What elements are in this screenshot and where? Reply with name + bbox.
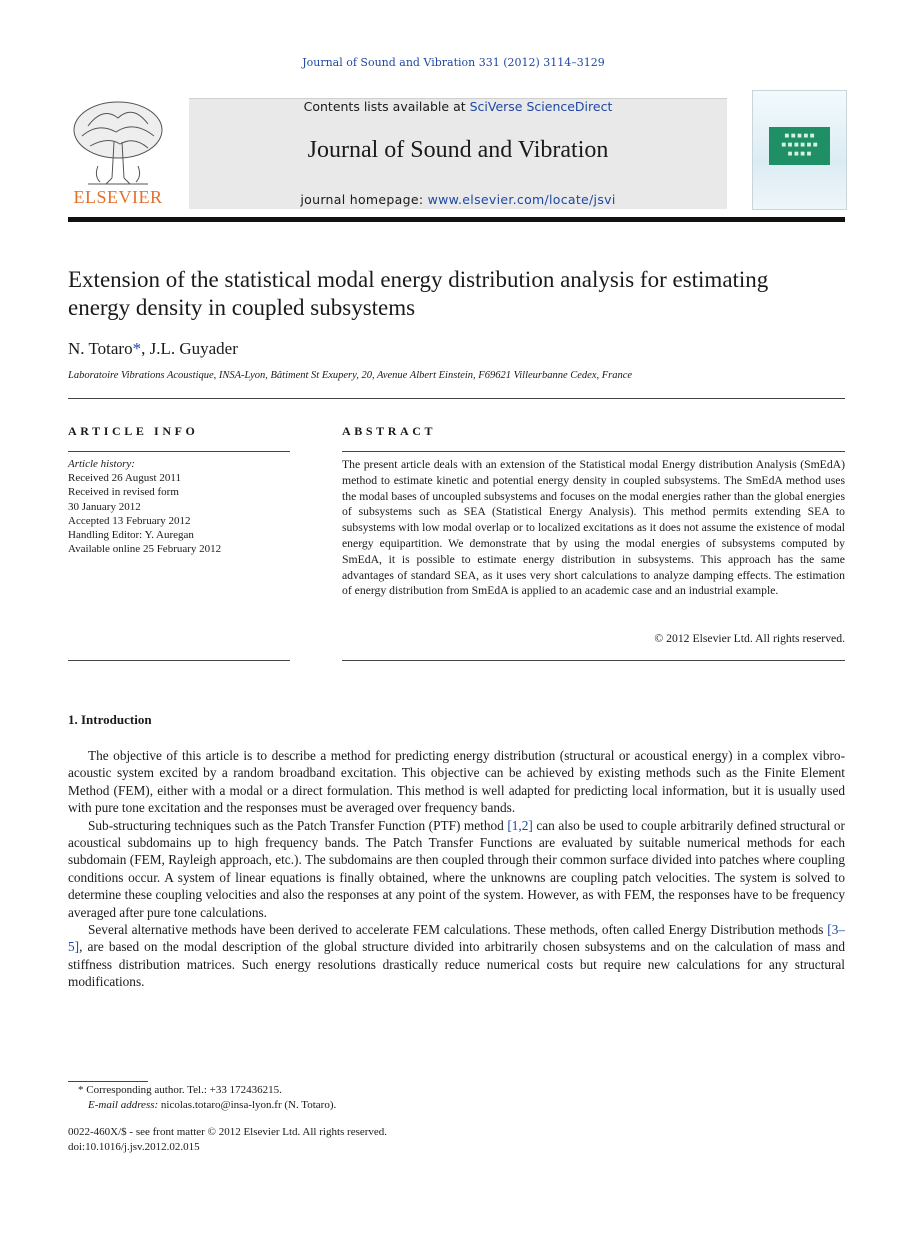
journal-title: Journal of Sound and Vibration [307, 137, 609, 163]
body-text [68, 747, 845, 991]
author-name: N. Totaro [68, 339, 133, 358]
contents-prefix: Contents lists available at [303, 99, 470, 114]
homepage-prefix: journal homepage: [300, 192, 428, 207]
history-item: 30 January 2012 [68, 500, 141, 513]
footnotes [68, 1083, 568, 1113]
history-item: Available online 25 February 2012 [68, 543, 222, 556]
paragraph-text: Sub-structuring techniques such as the Patch Transfer Function (PTF) method [88, 817, 508, 833]
authors [68, 339, 238, 359]
history-item: Handling Editor: Y. Auregan [68, 529, 194, 542]
article-title: Extension of the statistical modal energy distribution analysis for estimating energy density in coupled subsystems [68, 267, 769, 320]
homepage-link[interactable]: www.elsevier.com/locate/jsvi [427, 192, 616, 207]
corresponding-author-mark[interactable]: * [132, 339, 142, 358]
divider [68, 451, 290, 452]
author-separator: , [141, 339, 150, 358]
history-item: Accepted 13 February 2012 [68, 514, 191, 527]
page-footer [68, 1125, 568, 1155]
publisher-wordmark: ELSEVIER [73, 187, 163, 207]
history-item: Received in revised form [68, 486, 179, 499]
divider [68, 660, 290, 661]
journal-cover-thumbnail[interactable] [752, 90, 847, 210]
homepage-line [189, 192, 727, 207]
abstract-text: The present article deals with an extension of the Statistical modal Energy distribution Analysis (SmEdA) method to estimate kinetic and potential energy density in coupled subsystems. The SmEdA method uses the modal bases of uncoupled subsystems and focuses on the modal energies rather than the global energies of subsystems such as SEA (Statistical Energy Analysis). This method permits extending SEA to subsystems with low modal overlap or to localized excitations as it does not assume the existence of modal energy equipartition. We demonstrate that by using the modal energies of subsystems computed by SmEdA, it is possible to estimate energy distribution in subsystems. This approach has the same advantages of standard SEA, as it uses very short calculations to analyze damping effects. The estimation of energy distribution from SmEdA is applied to an academic case and an industrial example. [342, 458, 845, 598]
article-history [68, 457, 290, 556]
header-rule [68, 217, 845, 222]
paragraph [68, 817, 845, 921]
divider [68, 398, 845, 399]
paragraph-text: Several alternative methods have been derived to accelerate FEM calculations. These methods, often called Energy Distribution methods [88, 922, 828, 938]
paragraph: The objective of this article is to describe a method for predicting energy distribution (structural or acoustical energy) in a complex vibro-acoustic system excited by a random broadband excitation. This objective can be achieved by existing methods such as the Finite Element Method (FEM), either with a modal or a direct formulation. This method is well adapted for predicting local information, but it is usually used with pure tone excitation and the responses must be averaged over frequency bands. [68, 748, 845, 816]
reference-link[interactable]: [1,2] [507, 817, 533, 833]
history-heading: Article history: [68, 458, 135, 470]
affiliation: Laboratoire Vibrations Acoustique, INSA-Lyon, Bâtiment St Exupery, 20, Avenue Albert Einstein, F69621 Villeurbanne Cedex, France [68, 370, 633, 381]
section-heading: 1. Introduction [68, 712, 152, 727]
divider [342, 451, 845, 452]
email-label: E-mail address: [88, 1099, 159, 1111]
paragraph [68, 921, 845, 991]
history-item: Received 26 August 2011 [68, 472, 181, 485]
abstract-heading: ABSTRACT [342, 424, 437, 438]
email-note [68, 1098, 568, 1113]
journal-citation[interactable]: Journal of Sound and Vibration 331 (2012) 3114–3129 [302, 56, 605, 69]
issn-line: 0022-460X/$ - see front matter © 2012 Elsevier Ltd. All rights reserved. [68, 1126, 388, 1138]
email-value: nicolas.totaro@insa-lyon.fr (N. Totaro). [158, 1099, 337, 1111]
elsevier-logo [68, 96, 168, 208]
abstract-copyright: © 2012 Elsevier Ltd. All rights reserved. [654, 632, 845, 645]
cover-title-panel: ■ ■ ■ ■ ■ ■ ■ ■ ■ ■ ■ ■ ■ ■ ■ [769, 127, 830, 165]
contents-line [189, 99, 727, 114]
author-name: J.L. Guyader [149, 339, 238, 358]
sciencedirect-link[interactable]: SciVerse ScienceDirect [469, 99, 613, 114]
divider [342, 660, 845, 661]
article-info-heading: ARTICLE INFO [68, 424, 199, 438]
tree-icon [68, 96, 168, 188]
corresponding-author-note: * Corresponding author. Tel.: +33 172436215. [78, 1084, 282, 1096]
paragraph-text: , are based on the modal description of the global structure divided into arbitrarily chosen subsystems and on the calculation of mass and stiffness distribution matrices. Such energy resolutions drastically reduce numerical costs but require new calculations for any structural modifications. [68, 939, 845, 990]
footnote-rule [68, 1081, 148, 1082]
paragraph-text: can also be used to couple arbitrarily defined structural or acoustical subdomains up to high frequency bands. The Patch Transfer Functions are evaluated by suitable numerical methods for each subdomain (FEM, Rayleigh approach, etc.). The subdomains are then coupled through their common surface divided into patches where coupling conditions occur. A system of linear equations is finally obtained, where the unknowns are coupling patch velocities. The system is solved to determine these coupling velocities and also the responses at any point of the system. However, as with FEM, the responses have to be frequency averaged after pure tone calculations. [68, 817, 845, 920]
doi-line: doi:10.1016/j.jsv.2012.02.015 [68, 1141, 200, 1153]
reference-link[interactable]: [3–5] [68, 922, 845, 955]
